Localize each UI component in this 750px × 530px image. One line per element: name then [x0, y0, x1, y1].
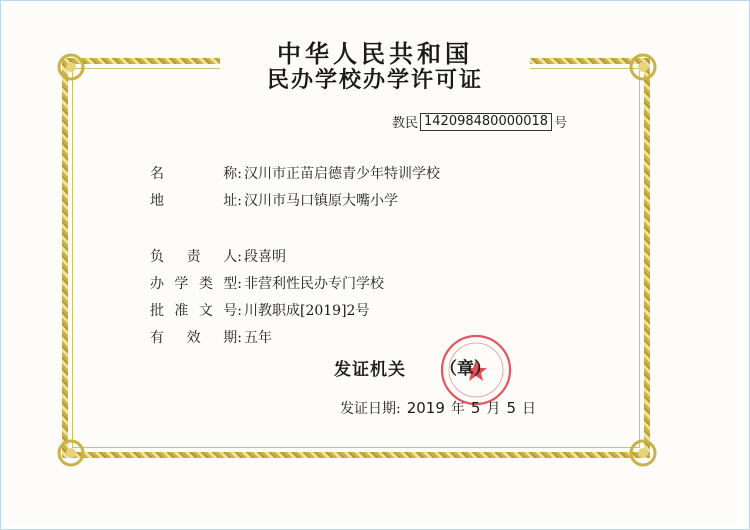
corner-ornament-icon	[626, 436, 660, 470]
field-row	[150, 273, 384, 293]
issue-day-unit: 日	[522, 401, 536, 417]
issue-month: 5	[470, 399, 481, 417]
field-row	[150, 246, 286, 266]
corner-ornament-icon	[54, 436, 88, 470]
field-row	[150, 163, 440, 183]
seal-placeholder-text: （章）	[440, 359, 491, 379]
field-value: 五年	[244, 330, 272, 346]
field-label-char: 人:	[223, 249, 242, 265]
field-row	[150, 327, 272, 347]
field-label-char: 期:	[223, 330, 242, 346]
issue-year: 2019	[406, 399, 445, 417]
field-label-char: 址:	[223, 193, 242, 209]
field-label-char: 名	[150, 166, 164, 182]
field-label	[150, 190, 242, 210]
field-label-char: 准	[174, 303, 189, 319]
issue-month-unit: 月	[486, 401, 501, 417]
field-label-char: 号:	[223, 303, 242, 319]
field-label-char: 型:	[223, 276, 242, 292]
field-label-char: 地	[150, 193, 164, 209]
field-label-char: 效	[186, 330, 201, 346]
cert-number-prefix: 教民	[392, 116, 419, 131]
field-label	[150, 300, 242, 320]
field-row	[150, 300, 369, 320]
field-label	[150, 246, 242, 266]
cert-number-suffix: 号	[554, 116, 568, 131]
field-label-char: 学	[174, 276, 189, 292]
field-value: 川教职成[2019]2号	[244, 303, 370, 319]
field-label-char: 类	[198, 276, 213, 292]
issuing-authority-label: 发证机关	[334, 360, 406, 380]
field-label-char: 负	[150, 249, 164, 265]
field-row	[150, 190, 398, 210]
field-value: 汉川市正苗启德青少年特训学校	[244, 166, 440, 182]
field-label-char: 责	[186, 249, 201, 265]
field-label	[150, 327, 242, 347]
field-label-char: 称:	[223, 166, 242, 182]
title-country: 中华人民共和国	[277, 40, 473, 68]
issue-day: 5	[506, 399, 516, 417]
issue-date-label: 发证日期:	[340, 401, 401, 417]
title-license: 民办学校办学许可证	[266, 68, 483, 93]
field-label-char: 办	[150, 276, 164, 292]
field-value: 段喜明	[244, 249, 286, 265]
cert-number-value: 142098480000018	[420, 113, 552, 131]
field-label	[150, 163, 242, 183]
field-label-char: 批	[150, 303, 164, 319]
field-label-char: 文	[198, 303, 213, 319]
field-value: 非营利性民办专门学校	[244, 276, 384, 292]
field-label-char: 有	[150, 330, 164, 346]
field-value: 汉川市马口镇原大嘴小学	[244, 193, 398, 209]
issue-date	[340, 398, 536, 418]
issue-year-unit: 年	[450, 401, 465, 417]
field-label	[150, 273, 242, 293]
certificate-number	[392, 112, 567, 131]
